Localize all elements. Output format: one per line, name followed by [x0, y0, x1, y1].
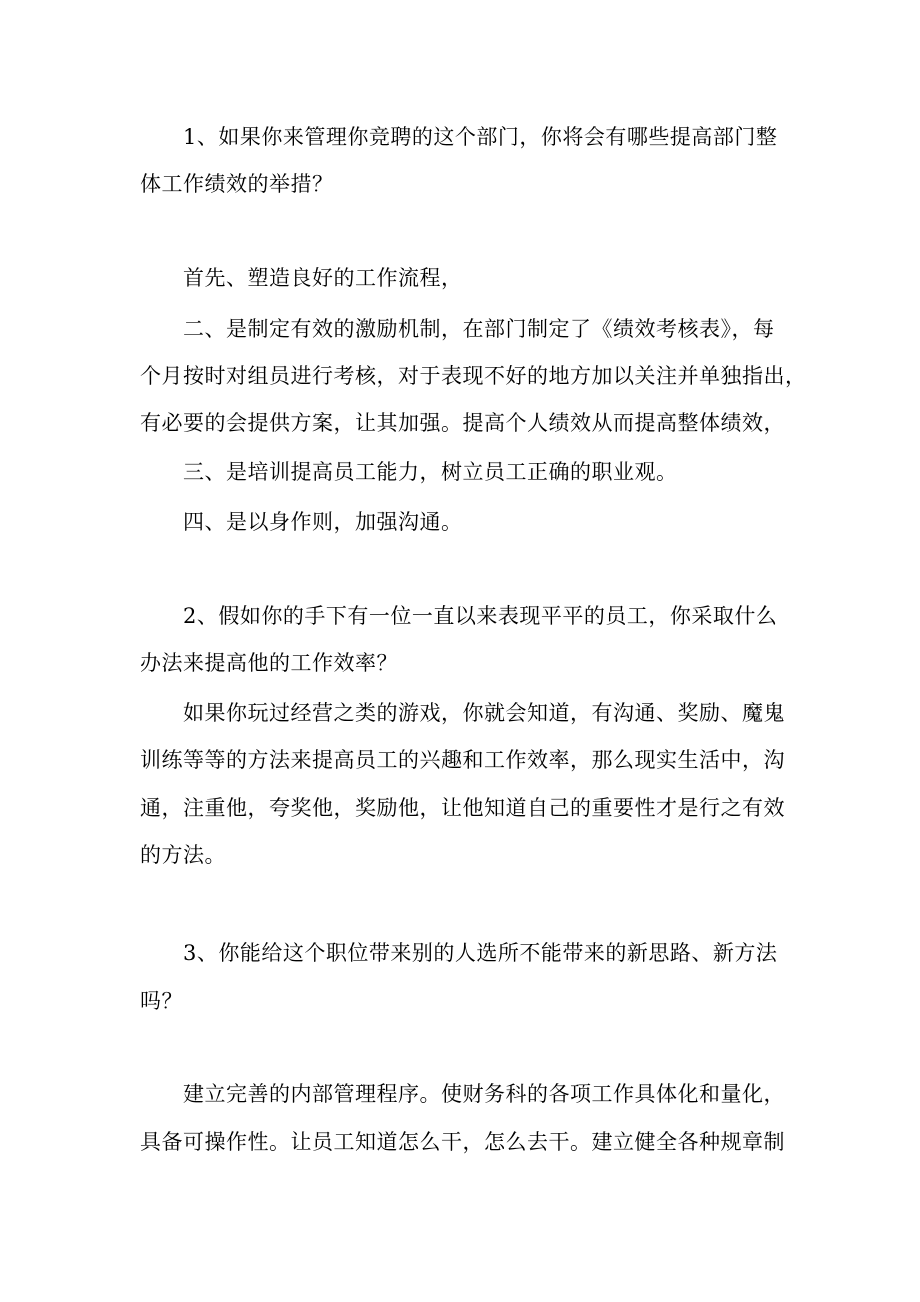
question-3-line-2: 吗？ — [140, 989, 183, 1013]
answer-1-point-4: 四、是以身作则，加强沟通。 — [183, 510, 463, 534]
answer-2-line-2: 训练等等的方法来提高员工的兴趣和工作效率，那么现实生活中，沟 — [140, 748, 785, 772]
answer-3-line-1: 建立完善的内部管理程序。使财务科的各项工作具体化和量化， — [183, 1082, 785, 1106]
answer-1-point-3: 三、是培训提高员工能力，树立员工正确的职业观。 — [183, 460, 678, 484]
answer-1-point-2-line-3: 有必要的会提供方案，让其加强。提高个人绩效从而提高整体绩效， — [140, 411, 785, 435]
question-3-line-1: 3、你能给这个职位带来别的人选所不能带来的新思路、新方法 — [183, 941, 778, 965]
answer-3-line-2: 具备可操作性。让员工知道怎么干，怎么去干。建立健全各种规章制 — [140, 1130, 785, 1154]
question-2-line-2: 办法来提高他的工作效率？ — [140, 651, 398, 675]
question-1-line-1: 1、如果你来管理你竞聘的这个部门，你将会有哪些提高部门整 — [183, 125, 778, 149]
answer-1-point-1: 首先、塑造良好的工作流程， — [183, 266, 463, 290]
answer-2-line-4: 的方法。 — [140, 843, 226, 867]
question-2-line-1: 2、假如你的手下有一位一直以来表现平平的员工，你采取什么 — [183, 604, 778, 628]
answer-1-point-2-line-1: 二、是制定有效的激励机制，在部门制定了《绩效考核表》，每 — [183, 317, 775, 341]
answer-2-line-1: 如果你玩过经营之类的游戏，你就会知道，有沟通、奖励、魔鬼 — [183, 701, 785, 725]
question-1-line-2: 体工作绩效的举措？ — [140, 172, 334, 196]
answer-2-line-3: 通，注重他，夸奖他，奖励他，让他知道自己的重要性才是行之有效 — [140, 796, 785, 820]
answer-1-point-2-line-2: 个月按时对组员进行考核，对于表现不好的地方加以关注并单独指出， — [140, 364, 807, 388]
